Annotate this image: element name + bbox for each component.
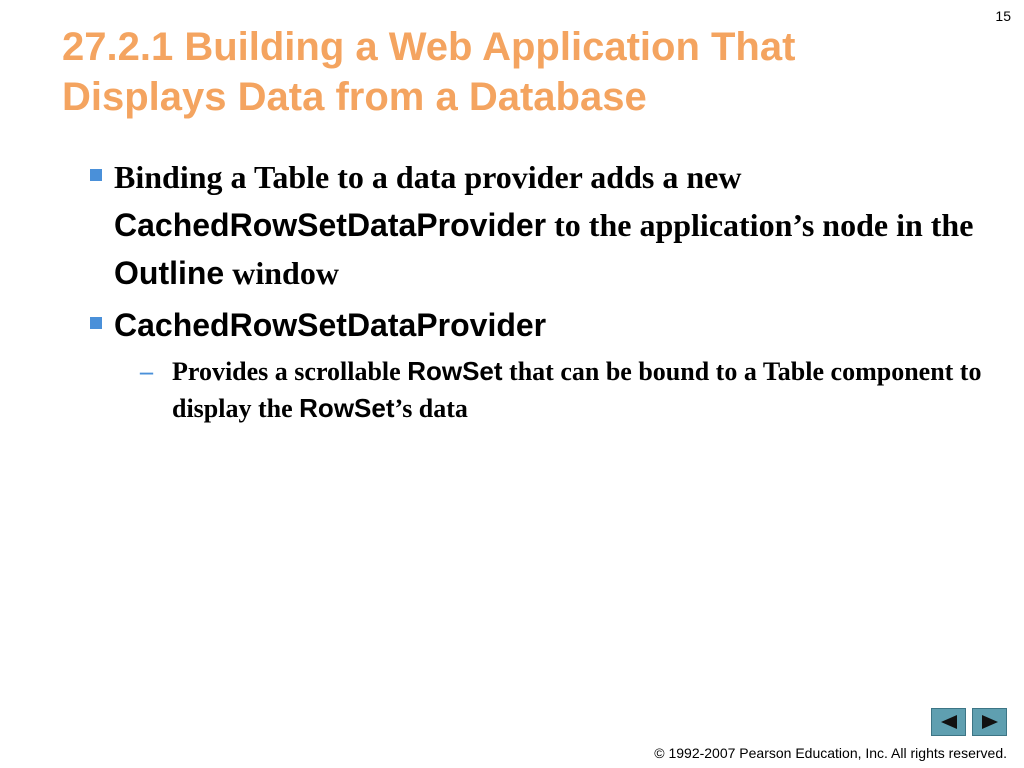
triangle-left-icon (939, 714, 959, 730)
sub-bullet-code-rowset: RowSet (407, 356, 503, 386)
bullet-item-2 (88, 301, 988, 349)
bullet-item-1 (88, 153, 988, 297)
bullet-marker (90, 317, 102, 329)
slide-content (88, 153, 988, 427)
sub-bullet-text-3: ’s data (394, 394, 468, 423)
sub-bullet-text-1: Provides a scrollable (172, 357, 408, 386)
bullet-1-text-2: to the application’s node in the (546, 207, 974, 243)
bullet-1-text: Binding a Table to a data provider adds a new (114, 159, 742, 195)
slide-title (62, 22, 962, 122)
slide-navigation (931, 708, 1007, 736)
bullet-2-code: CachedRowSetDataProvider (114, 307, 547, 343)
previous-slide-button[interactable] (931, 708, 966, 736)
title-line-1: 27.2.1 Building a Web Application That (62, 25, 796, 69)
triangle-right-icon (980, 714, 1000, 730)
sub-bullet-code-rowset-2: RowSet (299, 393, 395, 423)
bullet-1-code-cachedrowset: CachedRowSetDataProvider (114, 207, 547, 243)
page-number: 15 (995, 8, 1011, 24)
sub-bullet-text-2: that can be bound to a Table component to display the (172, 357, 982, 423)
copyright-notice: © 1992-2007 Pearson Education, Inc. All rights reserved. (654, 745, 1007, 761)
dash-marker: – (140, 357, 153, 386)
title-line-2: Displays Data from a Database (62, 75, 647, 119)
next-slide-button[interactable] (972, 708, 1007, 736)
bullet-1-text-3: window (224, 255, 339, 291)
bullet-marker (90, 169, 102, 181)
sub-bullet-item-1 (140, 353, 988, 427)
bullet-1-code-outline: Outline (114, 255, 225, 291)
